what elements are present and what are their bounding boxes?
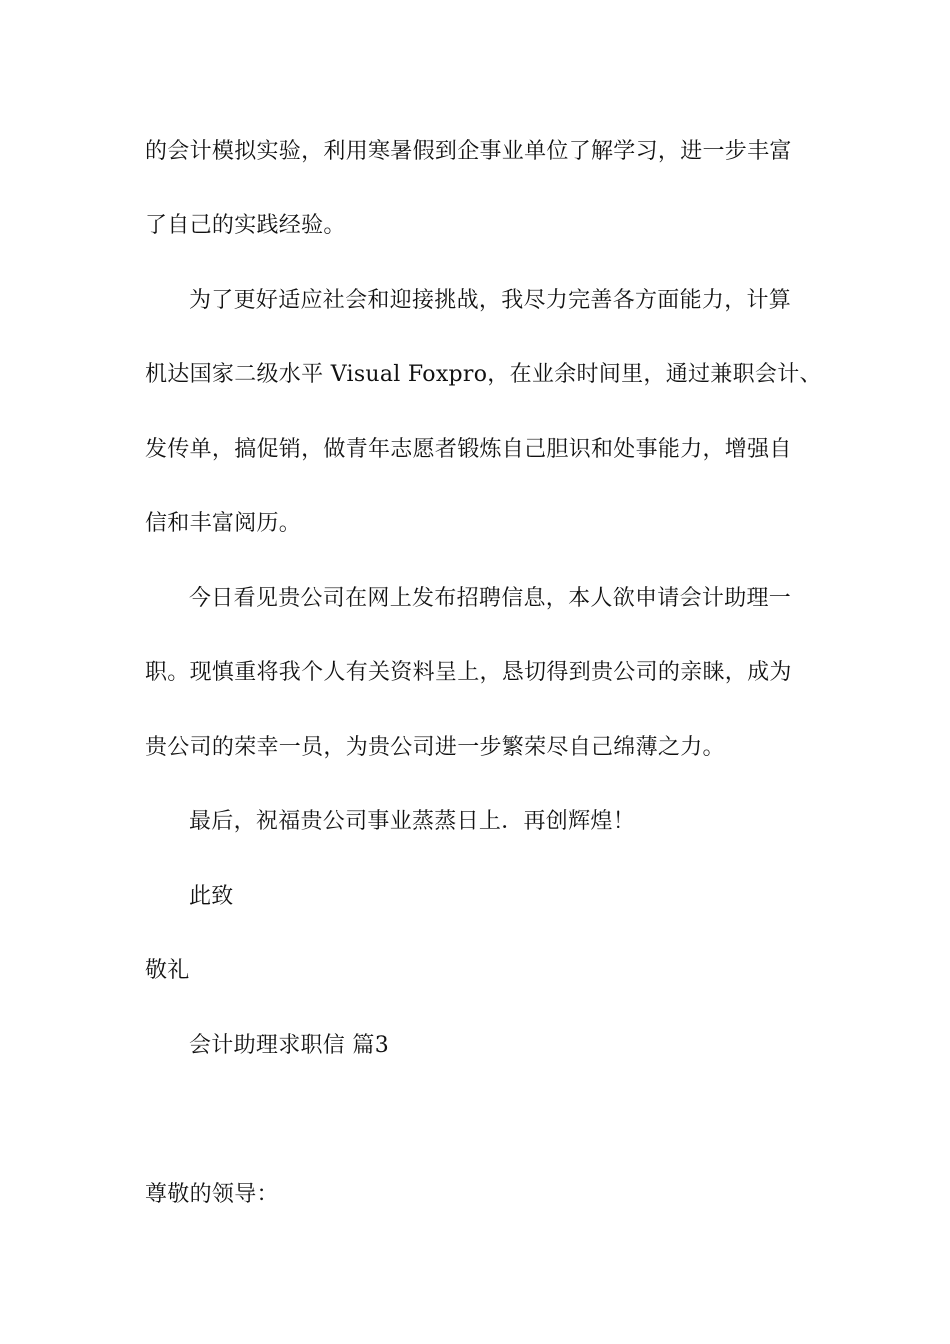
paragraph-line: 贵公司的荣幸一员，为贵公司进一步繁荣尽自己绵薄之力。 (145, 735, 725, 760)
section-heading: 会计助理求职信 篇3 (189, 1033, 389, 1058)
paragraph-line: 发传单，搞促销，做青年志愿者锻炼自己胆识和处事能力，增强自 (145, 437, 792, 462)
paragraph-line: 为了更好适应社会和迎接挑战，我尽力完善各方面能力，计算 (189, 288, 792, 313)
paragraph-line: 今日看见贵公司在网上发布招聘信息，本人欲申请会计助理一 (189, 586, 792, 611)
closing-wish: 最后，祝福贵公司事业蒸蒸日上．再创辉煌！ (189, 809, 636, 834)
paragraph-line: 信和丰富阅历。 (145, 511, 302, 536)
paragraph-line: 了自己的实践经验。 (145, 213, 346, 238)
paragraph-line: 机达国家二级水平 Visual Foxpro，在业余时间里，通过兼职会计、 (145, 362, 822, 387)
letter-greeting: 尊敬的领导： (145, 1182, 279, 1207)
closing-regards: 敬礼 (145, 958, 190, 983)
paragraph-line: 的会计模拟实验，利用寒暑假到企事业单位了解学习，进一步丰富 (145, 139, 792, 164)
closing-salutation: 此致 (189, 884, 234, 909)
paragraph-line: 职。现慎重将我个人有关资料呈上，恳切得到贵公司的亲睐，成为 (145, 660, 792, 685)
